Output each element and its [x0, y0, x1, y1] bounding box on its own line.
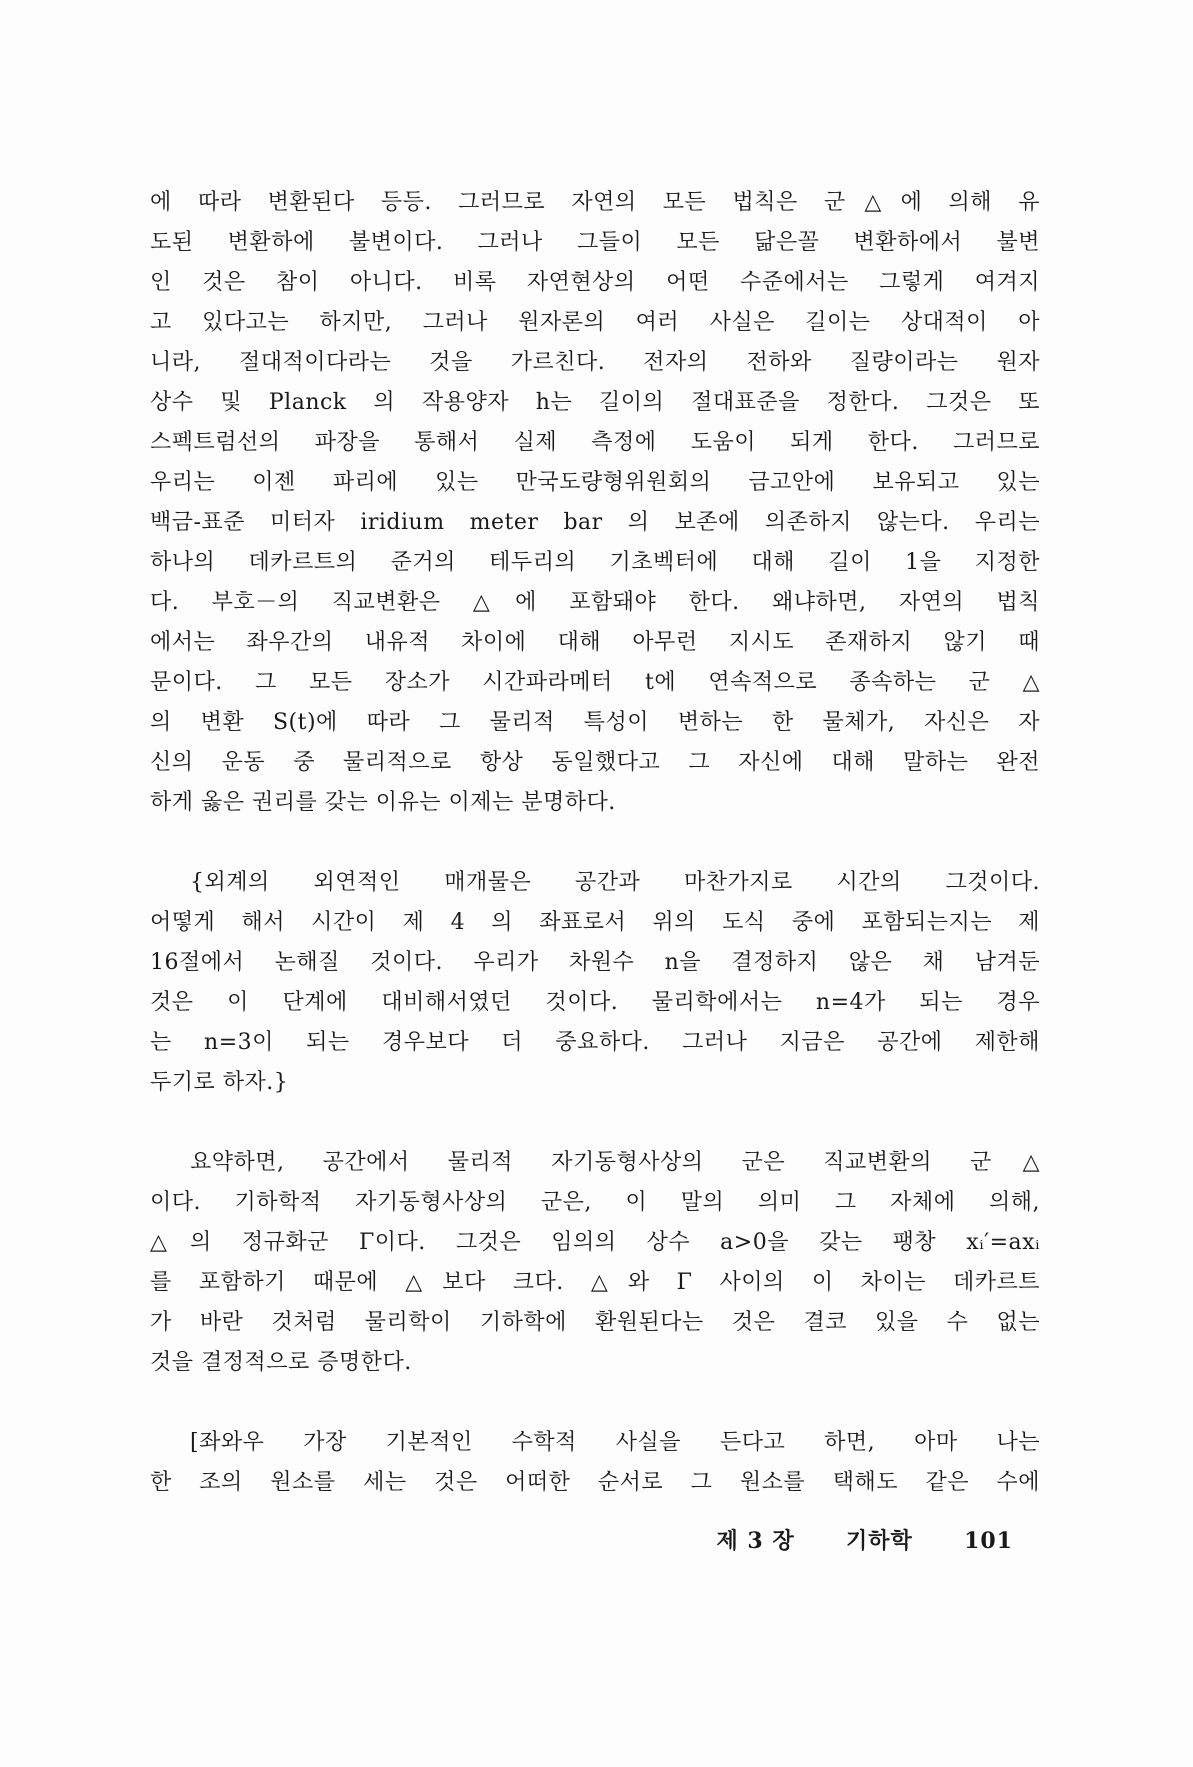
text-line: 우리는 이젠 파리에 있는 만국도량형위원회의 금고안에 보유되고 있는: [150, 470, 1040, 495]
text-line: 에 따라 변환된다 등등. 그러므로 자연의 모든 법칙은 군△에 의해 유: [150, 190, 1040, 215]
page-number: 101: [964, 1528, 1013, 1554]
text-line: 상수 및 Planck 의 작용양자 h는 길이의 절대표준을 정한다. 그것은 또: [150, 390, 1040, 415]
text-line: 것을 결정적으로 증명한다.: [150, 1350, 412, 1375]
text-line: 의 변환 S(t)에 따라 그 물리적 특성이 변하는 한 물체가, 자신은 자: [150, 710, 1040, 735]
paragraph: [150, 183, 1040, 823]
text-line: 어떻게 해서 시간이 제 4 의 좌표로서 위의 도식 중에 포함되는지는 제: [150, 910, 1040, 935]
text-line: 스펙트럼선의 파장을 통해서 실제 측정에 도움이 되게 한다. 그러므로: [150, 430, 1040, 455]
paragraph-gap: [150, 1103, 1040, 1143]
paragraph-gap: [150, 823, 1040, 863]
chapter-title: 기하학: [845, 1528, 913, 1554]
text-line: 니라, 절대적이다라는 것을 가르친다. 전자의 전하와 질량이라는 원자: [150, 350, 1040, 375]
text-line: 가 바란 것처럼 물리학이 기하학에 환원된다는 것은 결코 있을 수 없는: [150, 1310, 1040, 1335]
text-line: 문이다. 그 모든 장소가 시간파라메터 t에 연속적으로 종속하는 군 △: [150, 670, 1040, 695]
text-line: 하게 옳은 권리를 갖는 이유는 이제는 분명하다.: [150, 790, 616, 815]
paragraph: [150, 1143, 1040, 1383]
text-line: 두기로 하자.}: [150, 1070, 289, 1095]
text-line: 이다. 기하학적 자기동형사상의 군은, 이 말의 의미 그 자체에 의해,: [150, 1190, 1040, 1215]
text-line: 것은 이 단계에 대비해서였던 것이다. 물리학에서는 n=4가 되는 경우: [150, 990, 1040, 1015]
body-text: [150, 183, 1040, 1503]
text-line: 요약하면, 공간에서 물리적 자기동형사상의 군은 직교변환의 군△: [190, 1150, 1040, 1175]
text-line: 한 조의 원소를 세는 것은 어떠한 순서로 그 원소를 택해도 같은 수에: [150, 1470, 1040, 1495]
text-line: 는 n=3이 되는 경우보다 더 중요하다. 그러나 지금은 공간에 제한해: [150, 1030, 1040, 1055]
chapter-label: 제 3 장: [716, 1528, 795, 1554]
text-line: 인 것은 참이 아니다. 비록 자연현상의 어떤 수준에서는 그렇게 여겨지: [150, 270, 1040, 295]
paragraph: [150, 863, 1040, 1103]
paragraph: [150, 1423, 1040, 1503]
text-line: 다. 부호－의 직교변환은 △에 포함돼야 한다. 왜냐하면, 자연의 법칙: [150, 590, 1040, 615]
text-line: {외계의 외연적인 매개물은 공간과 마찬가지로 시간의 그것이다.: [190, 870, 1040, 895]
text-line: 에서는 좌우간의 내유적 차이에 대해 아무런 지시도 존재하지 않기 때: [150, 630, 1040, 655]
text-line: 하나의 데카르트의 준거의 테두리의 기초벡터에 대해 길이 1을 지정한: [150, 550, 1040, 575]
page-footer: [716, 1524, 1013, 1555]
text-line: 16절에서 논해질 것이다. 우리가 차원수 n을 결정하지 않은 채 남겨둔: [150, 950, 1040, 975]
paragraph-gap: [150, 1383, 1040, 1423]
text-line: 도된 변환하에 불변이다. 그러나 그들이 모든 닮은꼴 변환하에서 불변: [150, 230, 1040, 255]
text-line: 백금-표준 미터자 iridium meter bar 의 보존에 의존하지 않는다. 우리는: [150, 510, 1040, 535]
text-line: [좌와우 가장 기본적인 수학적 사실을 든다고 하면, 아마 나는: [190, 1430, 1040, 1455]
text-line: 고 있다고는 하지만, 그러나 원자론의 여러 사실은 길이는 상대적이 아: [150, 310, 1040, 335]
text-line: △의 정규화군 Γ이다. 그것은 임의의 상수 a>0을 갖는 팽창 xᵢ′=axᵢ: [150, 1230, 1040, 1255]
text-line: 신의 운동 중 물리적으로 항상 동일했다고 그 자신에 대해 말하는 완전: [150, 750, 1040, 775]
text-line: 를 포함하기 때문에 △보다 크다. △와 Γ 사이의 이 차이는 데카르트: [150, 1270, 1040, 1295]
